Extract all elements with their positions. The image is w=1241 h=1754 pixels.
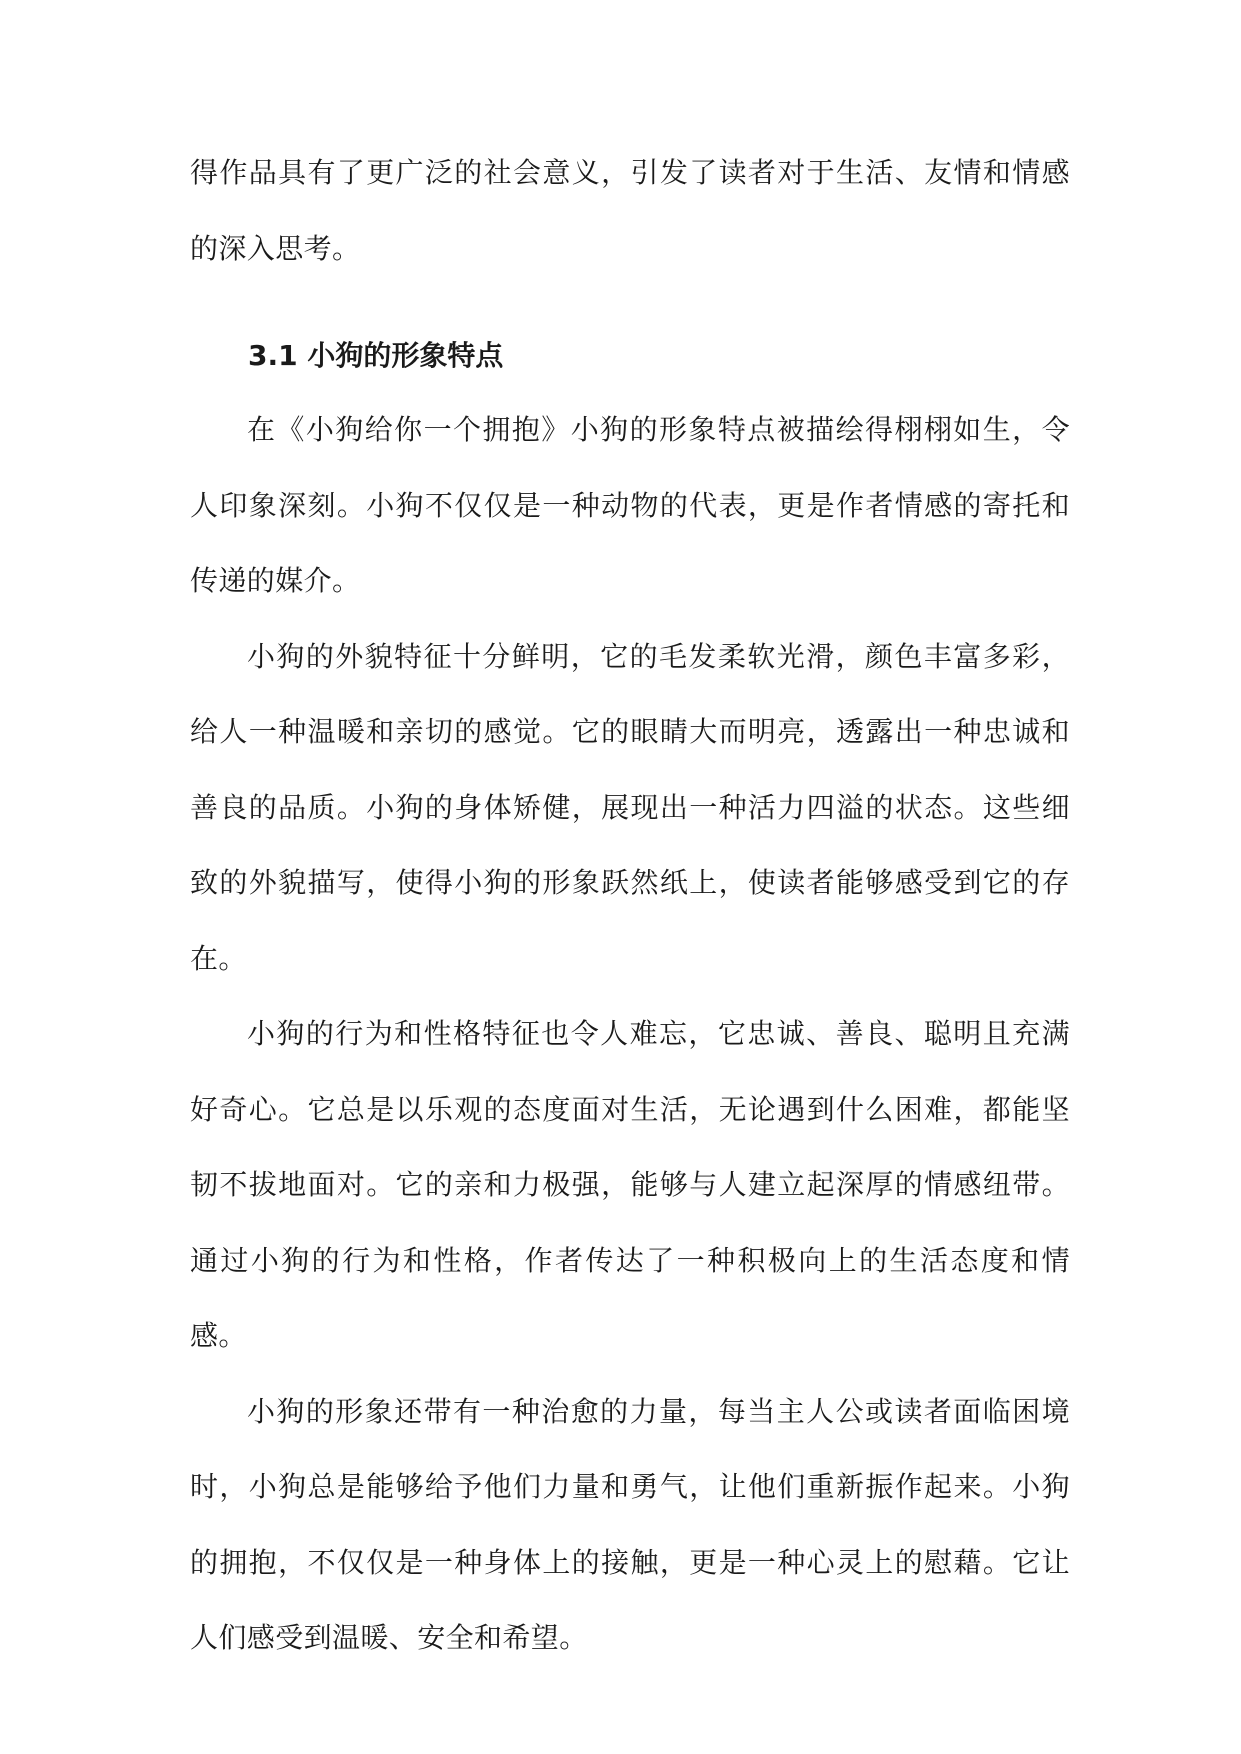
paragraph-2: 小狗的外貌特征十分鲜明，它的毛发柔软光滑，颜色丰富多彩，给人一种温暖和亲切的感觉。它的眼睛大而明亮，透露出一种忠诚和善良的品质。小狗的身体矫健，展现出一种活力四溢的状态。这些细致的外貌描写，使得小狗的形象跃然纸上，使读者能够感受到它的存在。 xyxy=(190,639,1070,975)
continuation-paragraph xyxy=(190,135,1070,286)
paragraph-4: 小狗的形象还带有一种治愈的力量，每当主人公或读者面临困境时，小狗总是能够给予他们力量和勇气，让他们重新振作起来。小狗的拥抱，不仅仅是一种身体上的接触，更是一种心灵上的慰藉。它让人们感受到温暖、安全和希望。 xyxy=(190,1394,1070,1654)
continuation-text: 得作品具有了更广泛的社会意义，引发了读者对于生活、友情和情感的深入思考。 xyxy=(190,156,1070,265)
section-body xyxy=(190,392,1070,1676)
section-heading: 3.1 小狗的形象特点 xyxy=(248,339,504,372)
paragraph-1: 在《小狗给你一个拥抱》小狗的形象特点被描绘得栩栩如生，令人印象深刻。小狗不仅仅是一种动物的代表，更是作者情感的寄托和传递的媒介。 xyxy=(190,413,1070,597)
paragraph-3: 小狗的行为和性格特征也令人难忘，它忠诚、善良、聪明且充满好奇心。它总是以乐观的态度面对生活，无论遇到什么困难，都能坚韧不拔地面对。它的亲和力极强，能够与人建立起深厚的情感纽带。通过小狗的行为和性格，作者传达了一种积极向上的生活态度和情感。 xyxy=(190,1017,1070,1352)
